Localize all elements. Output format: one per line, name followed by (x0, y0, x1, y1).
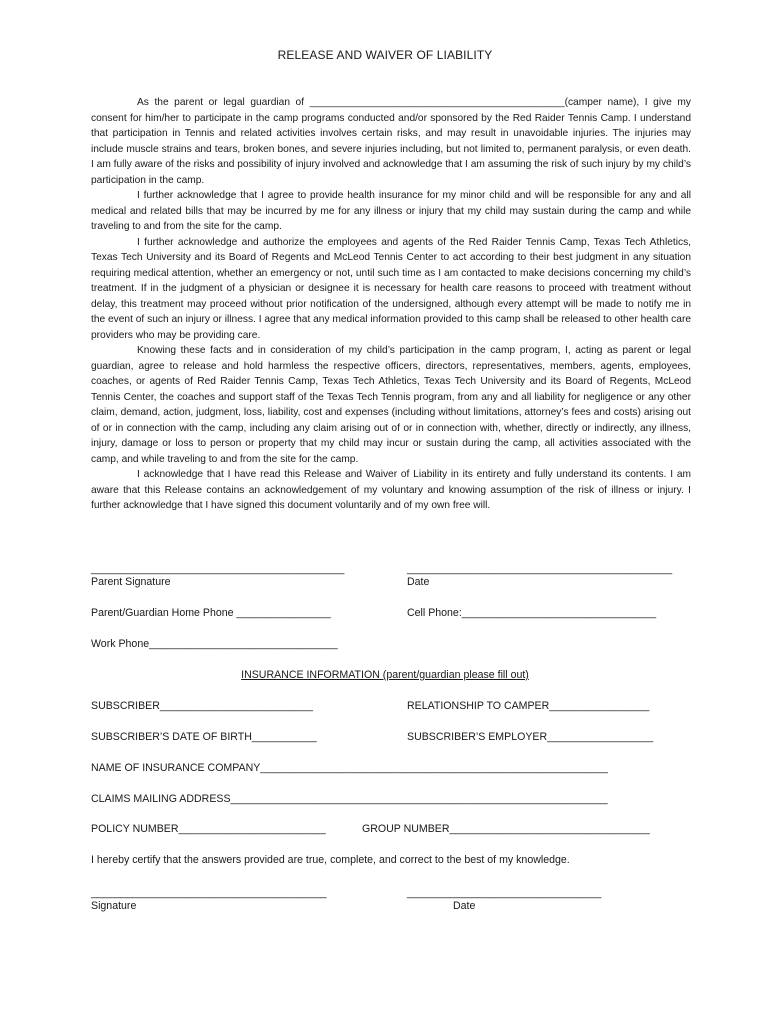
paragraph-medical-authorization: I further acknowledge and authorize the employees and agents of the Red Raider Tennis Camp, Texas Tech Athletics, Texas Tech University and its Board of Regents and McLeod Tennis Center to act according to their best judgment in any situation requiring medical attention, whether an emergency or not, until such time as I am contacted to make decisions concerning my child’s treatment. If in the judgment of a physician or designee it is necessary for health care reasons to proceed with treatment without delay, this treatment may proceed without prior notification of the undersigned, although every attempt will be made to notify me in the event of such an injury or illness. I agree that any medical information provided to this camp shall be released to other health care providers who may be providing care. (91, 236, 691, 341)
parent-signature-line[interactable]: ___________________________________________ (91, 563, 345, 575)
paragraph-acknowledgement: I acknowledge that I have read this Release and Waiver of Liability in its entirety and fully understand its contents. I am aware that this Release contains an acknowledgement of my voluntary and knowing assumption of the risk of illness or injury. I further acknowledge that I have signed this document voluntarily and of my own free will. (91, 469, 691, 511)
waiver-body (91, 95, 691, 514)
relationship-field[interactable]: RELATIONSHIP TO CAMPER_________________ (407, 700, 650, 712)
final-signature-line[interactable]: ________________________________________ (91, 887, 327, 899)
certification-statement: I hereby certify that the answers provided are true, complete, and correct to the best of my knowledge. (91, 854, 570, 866)
document-title: RELEASE AND WAIVER OF LIABILITY (277, 48, 493, 62)
policy-number-field[interactable]: POLICY NUMBER_________________________ (91, 823, 326, 835)
insurance-company-field[interactable]: NAME OF INSURANCE COMPANY___________________________________________________________ (91, 762, 608, 774)
subscriber-field[interactable]: SUBSCRIBER__________________________ (91, 700, 314, 712)
claims-address-field[interactable]: CLAIMS MAILING ADDRESS________________________________________________________________ (91, 793, 608, 805)
date-line[interactable]: _____________________________________________ (407, 563, 673, 575)
subscriber-employer-field[interactable]: SUBSCRIBER’S EMPLOYER__________________ (407, 731, 654, 743)
work-phone-field[interactable]: Work Phone________________________________ (91, 638, 338, 650)
group-number-field[interactable]: GROUP NUMBER__________________________________ (362, 823, 650, 835)
paragraph-release: Knowing these facts and in consideration of my child’s participation in the camp program, I, acting as parent or legal guardian, agree to release and hold harmless the respective officers, directors, representatives, members, agents, employees, coaches, or agents of Red Raider Tennis Camp, Texas Tech Athletics, Texas Tech University and its Board of Regents, McLeod Tennis Center, the coaches and support staff of the Texas Tech Tennis program, from any and all liability for negligence or any other claim, demand, action, judgment, loss, liability, cost and expenses (including without limitations, attorney’s fees and costs) arising out of or in connection with the camp, including any claim arising out of or in connection with, whether, directly or indirectly, any illness, injury, damage or loss to person or property that my child may incur or sustain during the camp, all activities associated with the camp, and while traveling to and from the site for the camp. (91, 345, 691, 465)
insurance-heading: INSURANCE INFORMATION (parent/guardian please fill out) (241, 669, 529, 681)
home-phone-field[interactable]: Parent/Guardian Home Phone ________________ (91, 607, 331, 619)
paragraph-insurance: I further acknowledge that I agree to provide health insurance for my minor child and will be responsible for any and all medical and related bills that may be incurred by me for any illness or injury that my child may sustain during the camp and while traveling to and from the site for the camp. (91, 190, 691, 232)
subscriber-dob-field[interactable]: SUBSCRIBER’S DATE OF BIRTH___________ (91, 731, 317, 743)
parent-signature-label: Parent Signature (91, 576, 171, 588)
cell-phone-field[interactable]: Cell Phone:_________________________________ (407, 607, 657, 619)
final-date-label: Date (453, 900, 476, 912)
paragraph-consent: As the parent or legal guardian of _____________________________________________(camper name), I give my consent for him/her to participate in the camp programs conducted and/or sponsored by the Red Raider Tennis Camp. I understand that participation in Tennis and related activities involves certain risks, and may result in unavoidable injuries. The injuries may include muscle strains and tears, broken bones, and severe injuries including, but not limited to, permanent paralysis, or even death. I am fully aware of the risks and possibility of injury involved and acknowledge that I am assuming the risk of such injury by my child’s participation in the camp. (91, 97, 691, 186)
date-label: Date (407, 576, 430, 588)
final-date-line[interactable]: _________________________________ (407, 887, 602, 899)
final-signature-label: Signature (91, 900, 137, 912)
